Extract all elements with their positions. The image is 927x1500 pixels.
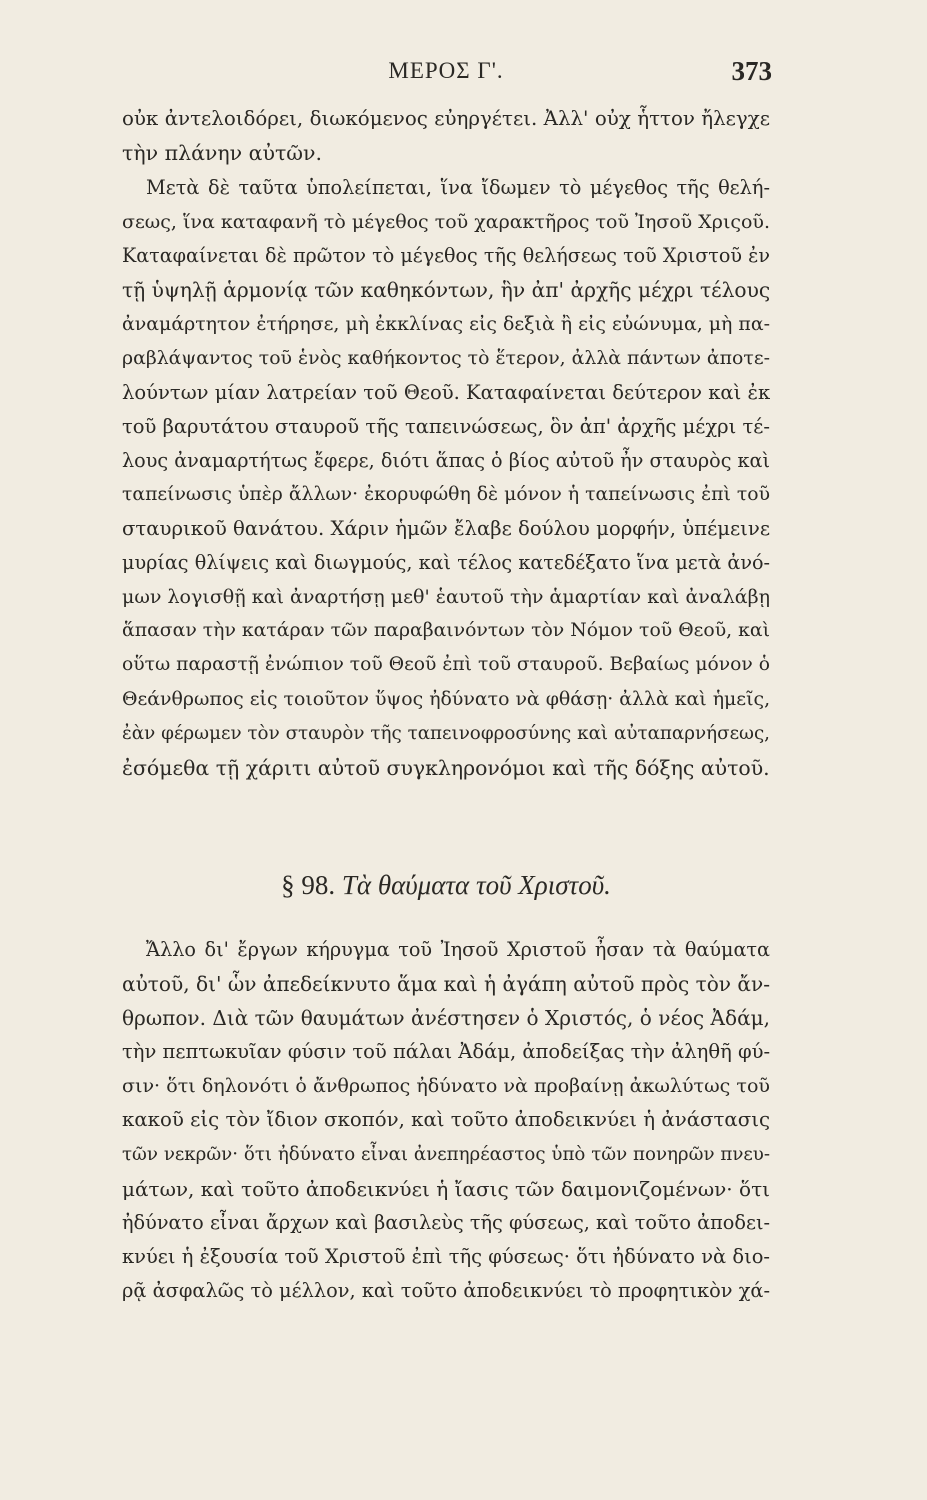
text-line: σεως, ἵνα καταφανῆ τὸ μέγεθος τοῦ χαρακτῆρος τοῦ Ἰησοῦ Χριςοῦ. — [122, 211, 770, 234]
text-line: ἐὰν φέρωμεν τὸν σταυρὸν τῆς ταπεινοφροσύνης καὶ αὐταπαρνήσεως, — [122, 722, 770, 744]
text-line: τῶν νεκρῶν· ὅτι ἠδύνατο εἶναι ἀνεπηρέαστος ὑπὸ τῶν πονηρῶν πνευ- — [122, 1143, 770, 1165]
text-line: λους ἀναμαρτήτως ἔφερε, διότι ἅπας ὁ βίος αὐτοῦ ἦν σταυρὸς καὶ — [122, 448, 771, 472]
text-line: λούντων μίαν λατρείαν τοῦ Θεοῦ. Καταφαίνεται δεύτερον καὶ ἐκ — [122, 380, 771, 404]
running-head: ΜΕΡΟΣ Γ'. — [388, 58, 504, 83]
text-line: μυρίας θλίψεις καὶ διωγμούς, καὶ τέλος κατεδέξατο ἵνα μετὰ ἀνό- — [122, 551, 770, 575]
text-line: ταπείνωσις ὑπὲρ ἄλλων· ἐκορυφώθη δὲ μόνον ἡ ταπείνωσις ἐπὶ τοῦ — [122, 483, 770, 505]
text-line: κνύει ἡ ἐξουσία τοῦ Χριστοῦ ἐπὶ τῆς φύσεως· ὅτι ἠδύνατο νὰ διο- — [122, 1244, 770, 1268]
text-line: ρᾷ ἀσφαλῶς τὸ μέλλον, καὶ τοῦτο ἀποδεικνύει τὸ προφητικὸν χά- — [122, 1278, 770, 1302]
text-line: Μετὰ δὲ ταῦτα ὑπολείπεται, ἵνα ἴδωμεν τὸ μέγεθος τῆς θελή- — [146, 176, 770, 199]
paragraph-character-of-christ — [122, 171, 770, 785]
text-line: ραβλάψαντος τοῦ ἑνὸς καθήκοντος τὸ ἕτερον, ἀλλὰ πάντων ἀποτε- — [122, 347, 770, 370]
text-line: Ἄλλο δι' ἔργων κήρυγμα τοῦ Ἰησοῦ Χριστοῦ ἦσαν τὰ θαύματα — [146, 938, 770, 961]
text-line: σιν· ὅτι δηλονότι ὁ ἄνθρωπος ἠδύνατο νὰ προβαίνῃ ἀκωλύτως τοῦ — [122, 1075, 770, 1098]
paragraph-continuation — [122, 102, 770, 170]
text-line: Καταφαίνεται δὲ πρῶτον τὸ μέγεθος τῆς θελήσεως τοῦ Χριστοῦ ἐν — [122, 244, 770, 268]
text-line: τὴν πλάνην αὐτῶν. — [122, 141, 322, 166]
text-line: ἠδύνατο εἶναι ἄρχων καὶ βασιλεὺς τῆς φύσεως, καὶ τοῦτο ἀποδει- — [122, 1210, 770, 1234]
text-line: ἐσόμεθα τῇ χάριτι αὐτοῦ συγκληρονόμοι καὶ τῆς δόξης αὐτοῦ. — [122, 755, 770, 780]
text-line: οὐκ ἀντελοιδόρει, διωκόμενος εὐηργέτει. Ἀλλ' οὐχ ἧττον ἤλεγχε — [122, 107, 770, 130]
text-line: θρωπον. Διὰ τῶν θαυμάτων ἀνέστησεν ὁ Χριστός, ὁ νέος Ἀδάμ, — [122, 1006, 770, 1031]
text-line: τὴν πεπτωκυῖαν φύσιν τοῦ πάλαι Ἀδάμ, ἀποδείξας τὴν ἀληθῆ φύ- — [122, 1040, 771, 1064]
text-line: οὕτω παραστῇ ἐνώπιον τοῦ Θεοῦ ἐπὶ τοῦ σταυροῦ. Βεβαίως μόνον ὁ — [122, 654, 770, 676]
text-line: τοῦ βαρυτάτου σταυροῦ τῆς ταπεινώσεως, ὃν ἀπ' ἀρχῆς μέχρι τέ- — [122, 414, 770, 438]
text-line: τῇ ὑψηλῇ ἁρμονίᾳ τῶν καθηκόντων, ἣν ἀπ' ἀρχῆς μέχρι τέλους — [122, 278, 771, 303]
text-line: μάτων, καὶ τοῦτο ἀποδεικνύει ἡ ἴασις τῶν δαιμονιζομένων· ὅτι — [122, 1176, 770, 1201]
text-line: μων λογισθῇ καὶ ἀναρτήσῃ μεθ' ἑαυτοῦ τὴν ἁμαρτίαν καὶ ἀναλάβῃ — [122, 586, 770, 609]
page-header — [122, 58, 770, 98]
text-line: κακοῦ εἰς τὸν ἴδιον σκοπόν, καὶ τοῦτο ἀποδεικνύει ἡ ἀνάστασις — [122, 1108, 770, 1132]
text-line: ἅπασαν τὴν κατάραν τῶν παραβαινόντων τὸν Νόμον τοῦ Θεοῦ, καὶ — [122, 620, 770, 642]
paragraph-miracles — [122, 933, 770, 1308]
text-line: ἀναμάρτητον ἐτήρησε, μὴ ἐκκλίνας εἰς δεξιὰ ἢ εἰς εὐώνυμα, μὴ πα- — [122, 313, 770, 336]
text-line: αὐτοῦ, δι' ὧν ἀπεδείκνυτο ἅμα καὶ ἡ ἀγάπη αὐτοῦ πρὸς τὸν ἄν- — [122, 972, 770, 997]
text-line: Θεάνθρωπος εἰς τοιοῦτον ὕψος ἠδύνατο νὰ φθάσῃ· ἀλλὰ καὶ ἡμεῖς, — [122, 688, 771, 711]
section-heading — [122, 870, 770, 901]
section-title: Τὰ θαύματα τοῦ Χριστοῦ. — [341, 870, 611, 900]
page-number: 373 — [731, 56, 772, 86]
text-line: σταυρικοῦ θανάτου. Χάριν ἡμῶν ἔλαβε δούλου μορφήν, ὑπέμεινε — [122, 516, 770, 540]
section-number: § 98. — [281, 870, 336, 900]
